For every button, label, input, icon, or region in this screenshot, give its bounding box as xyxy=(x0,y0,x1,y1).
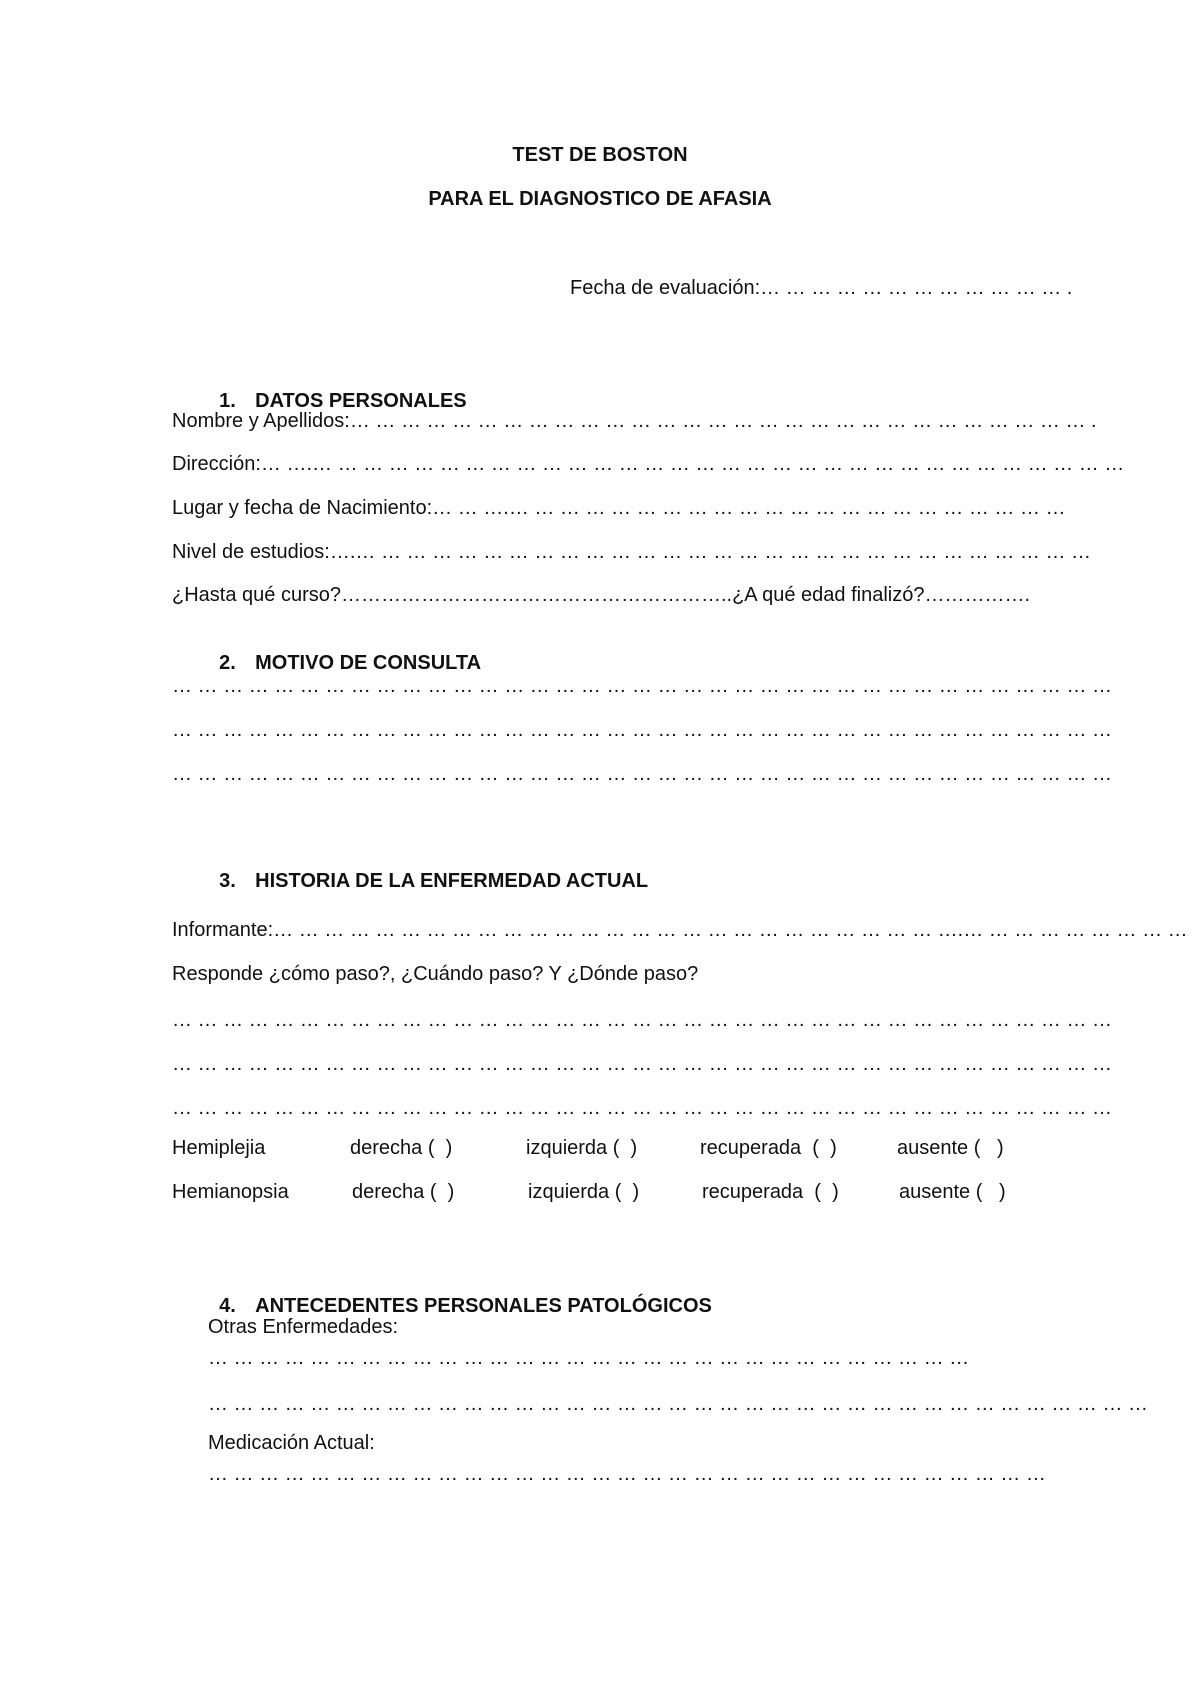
document-subtitle: PARA EL DIAGNOSTICO DE AFASIA xyxy=(428,188,772,210)
section-1-heading xyxy=(208,365,467,413)
section-title: HISTORIA DE LA ENFERMEDAD ACTUAL xyxy=(255,870,649,892)
motivo-line[interactable]: … … … … … … … … … … … … … … … … … … … … … … … … … … … … … … … … … … … … … xyxy=(172,719,1113,741)
motivo-line[interactable]: … … … … … … … … … … … … … … … … … … … … … … … … … … … … … … … … … … … … … xyxy=(172,763,1113,785)
document-title: TEST DE BOSTON xyxy=(512,144,688,166)
responde-question: Responde ¿cómo paso?, ¿Cuándo paso? Y ¿Dónde paso? xyxy=(172,963,699,985)
otras-enfermedades-line[interactable]: … … … … … … … … … … … … … … … … … … … … … … … … … … … … … … xyxy=(208,1347,970,1369)
section-title: MOTIVO DE CONSULTA xyxy=(255,652,482,674)
section-number: 4. xyxy=(219,1295,236,1317)
section-number: 2. xyxy=(219,652,236,674)
row-label: Hemianopsia xyxy=(172,1181,289,1203)
section-title: ANTECEDENTES PERSONALES PATOLÓGICOS xyxy=(255,1295,712,1317)
fecha-evaluacion-field[interactable]: Fecha de evaluación:… … … … … … … … … … … … . xyxy=(570,277,1073,299)
ausente-option[interactable]: ausente ( ) xyxy=(897,1137,1004,1159)
recuperada-option[interactable]: recuperada ( ) xyxy=(700,1137,837,1159)
medicacion-actual-line[interactable]: … … … … … … … … … … … … … … … … … … … … … … … … … … … … … … … … … xyxy=(208,1463,1046,1485)
lugar-fecha-nacimiento-field[interactable]: Lugar y fecha de Nacimiento:… … ….… … … … … … … … … … … … … … … … … … … … … … xyxy=(172,497,1066,519)
derecha-option[interactable]: derecha ( ) xyxy=(350,1137,453,1159)
historia-line[interactable]: … … … … … … … … … … … … … … … … … … … … … … … … … … … … … … … … … … … … … xyxy=(172,1009,1113,1031)
section-2-heading xyxy=(208,627,481,675)
section-4-heading xyxy=(208,1270,712,1318)
section-number: 3. xyxy=(219,870,236,892)
motivo-line[interactable]: … … … … … … … … … … … … … … … … … … … … … … … … … … … … … … … … … … … … … xyxy=(172,675,1113,697)
section-3-heading xyxy=(208,845,648,893)
otras-enfermedades-label: Otras Enfermedades: xyxy=(208,1316,399,1338)
historia-line[interactable]: … … … … … … … … … … … … … … … … … … … … … … … … … … … … … … … … … … … … … xyxy=(172,1053,1113,1075)
ausente-option[interactable]: ausente ( ) xyxy=(899,1181,1006,1203)
medicacion-actual-label: Medicación Actual: xyxy=(208,1432,375,1454)
recuperada-option[interactable]: recuperada ( ) xyxy=(702,1181,839,1203)
izquierda-option[interactable]: izquierda ( ) xyxy=(528,1181,640,1203)
historia-line[interactable]: … … … … … … … … … … … … … … … … … … … … … … … … … … … … … … … … … … … … … xyxy=(172,1097,1113,1119)
row-label: Hemiplejia xyxy=(172,1137,266,1159)
section-number: 1. xyxy=(219,390,236,412)
curso-edad-field[interactable]: ¿Hasta qué curso?…………………………………………………..¿A qué edad finalizó?……………. xyxy=(172,584,1031,606)
section-title: DATOS PERSONALES xyxy=(255,390,467,412)
nivel-estudios-field[interactable]: Nivel de estudios:….… … … … … … … … … … … … … … … … … … … … … … … … … … … … … xyxy=(172,541,1092,563)
derecha-option[interactable]: derecha ( ) xyxy=(352,1181,455,1203)
direccion-field[interactable]: Dirección:… ….… … … … … … … … … … … … … … … … … … … … … … … … … … … … … … … … xyxy=(172,453,1125,475)
nombre-field[interactable]: Nombre y Apellidos:… … … … … … … … … … … … … … … … … … … … … … … … … … … … … . xyxy=(172,410,1097,432)
izquierda-option[interactable]: izquierda ( ) xyxy=(526,1137,638,1159)
otras-enfermedades-line[interactable]: … … … … … … … … … … … … … … … … … … … … … … … … … … … … … … … … … … … … … xyxy=(208,1393,1149,1415)
informante-field[interactable]: Informante:… … … … … … … … … … … … … … … … … … … … … … … … … … ….… … … … … … … … … xyxy=(172,919,1188,941)
